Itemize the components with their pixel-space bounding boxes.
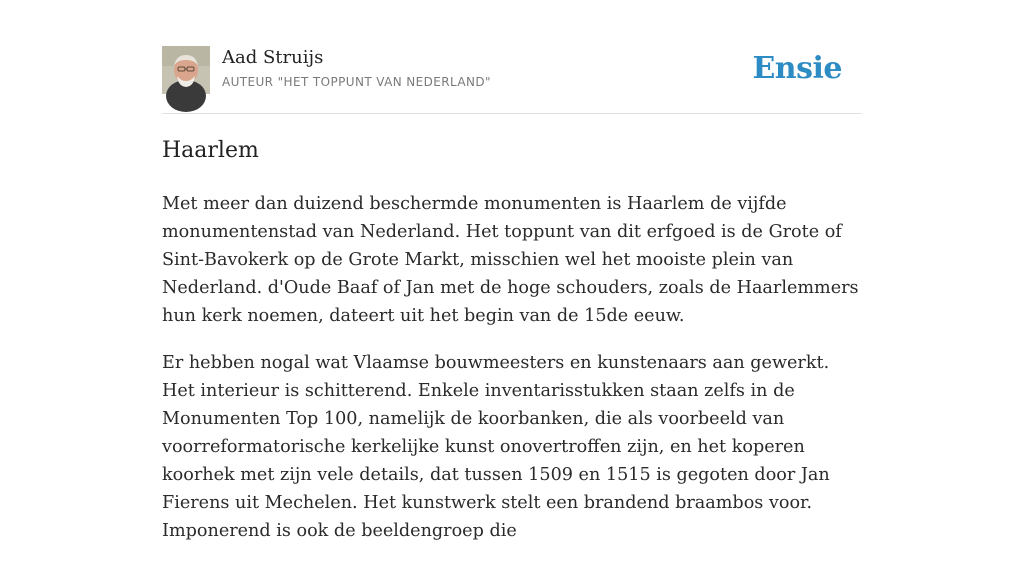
article-paragraph: Er hebben nogal wat Vlaamse bouwmeesters en kunstenaars aan gewerkt. Het interieur is schitterend. Enkele inventarisstukken staan zelfs in de Monumenten Top 100, namelijk de koorbanken, die als voorbeeld van voorreformatorische kerkelijke kunst onovertroffen zijn, en het koperen koorhek met zijn vele details, dat tussen 1509 en 1515 is gegoten door Jan Fierens uit Mechelen. Het kunstwerk stelt een brandend braambos voor. Imponerend is ook de beeldengroep die — [162, 353, 830, 541]
article-title: Haarlem — [162, 138, 259, 163]
article-body — [162, 190, 867, 564]
author-photo-icon — [162, 46, 210, 94]
author-subtitle: AUTEUR "HET TOPPUNT VAN NEDERLAND" — [222, 75, 491, 89]
article-paragraph: Met meer dan duizend beschermde monumenten is Haarlem de vijfde monumentenstad van Nederland. Het toppunt van dit erfgoed is de Grote of Sint-Bavokerk op de Grote Markt, misschien wel het mooiste plein van Nederland. d'Oude Baaf of Jan met de hoge schouders, zoals de Haarlemmers hun kerk noemen, dateert uit het begin van de 15de eeuw. — [162, 194, 859, 326]
ensie-logo[interactable]: Ensie — [752, 51, 842, 86]
author-header — [162, 46, 862, 114]
author-name[interactable]: Aad Struijs — [222, 47, 324, 68]
author-avatar[interactable] — [162, 46, 210, 94]
